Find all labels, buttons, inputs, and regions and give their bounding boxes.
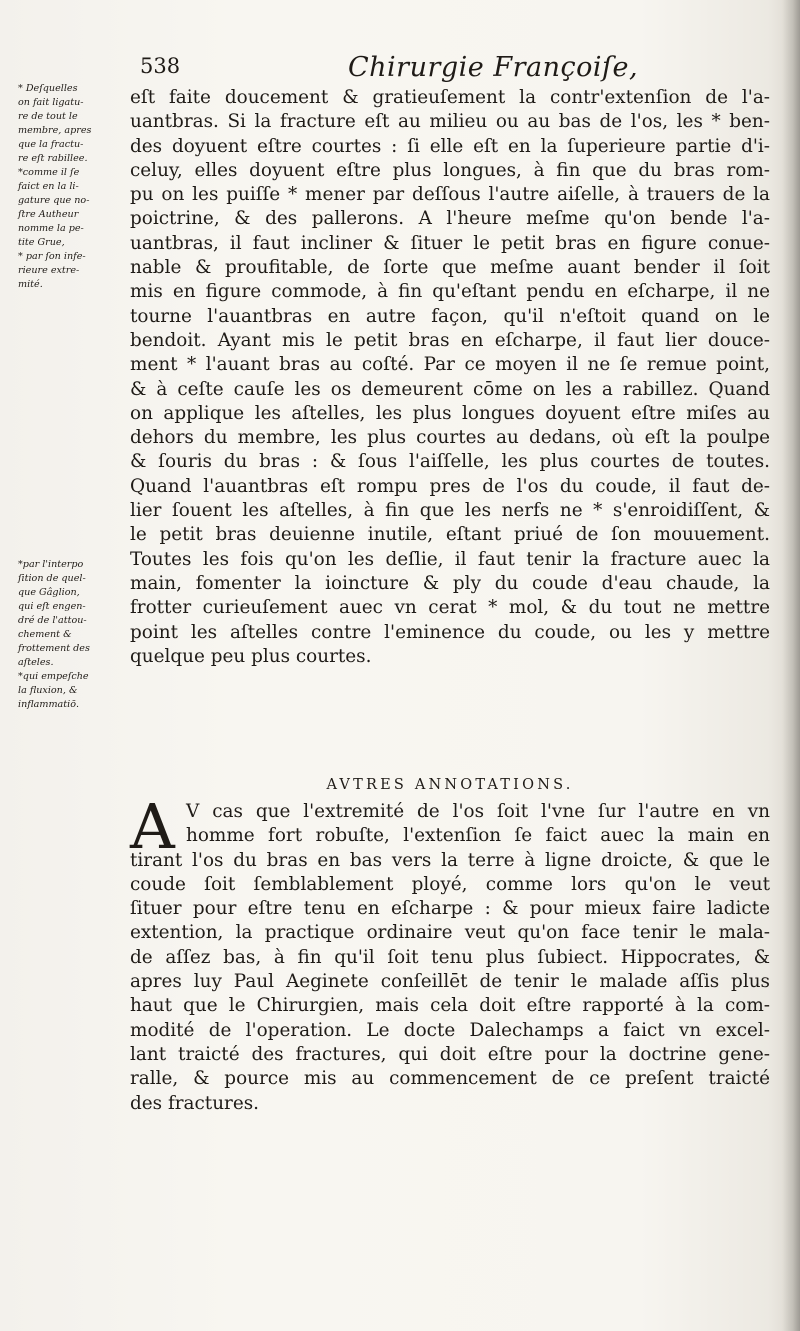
text-line: eſt faite doucement & gratieuſement la contr'extenſion de l'a- (130, 87, 770, 108)
text-line: des fractures. (130, 1092, 259, 1114)
text-line: point les aſtelles contre l'eminence du coude, ou les y mettre (130, 621, 770, 643)
text-line: uantbras, il faut incliner & ſituer le petit bras en figure conue- (130, 232, 770, 254)
margin-note: *par l'interpo ſition de quel- que Gâglion, qui eſt engen- dré de l'attou- chement & frottement des aſteles. *qui empeſche la fluxion, & inflammatiō. (18, 559, 90, 710)
text-line: tourne l'auantbras en autre façon, qu'il n'eſtoit quand on le (130, 305, 770, 327)
text-line: bendoit. Ayant mis le petit bras en eſcharpe, il faut lier douce- (130, 329, 770, 351)
page-number: 538 (140, 54, 181, 78)
drop-cap: A (130, 790, 175, 863)
text-line: de aſſez bas, à fin qu'il ſoit tenu plus ſubiect. Hippocrates, & (130, 946, 770, 968)
text-line: uantbras. Si la fracture eſt au milieu ou au bas de l'os, les * ben- (130, 111, 770, 133)
text-line: ralle, & pource mis au commencement de ce preſent traicté (130, 1068, 770, 1090)
text-line: celuy, elles doyuent eſtre plus longues, à fin que du bras rom- (130, 159, 770, 181)
text-line: quelque peu plus courtes. (130, 645, 372, 667)
text-line: modité de l'operation. Le docte Dalechamps a faict vn excel- (130, 1019, 770, 1041)
text-line: frotter curieuſement auec vn cerat * mol, & du tout ne mettre (130, 597, 770, 619)
margin-note: * Deſquelles on fait ligatu- re de tout le membre, apres que la fractu- re eſt rabillee. *comme il ſe faict en la li- gature que no- ſtre Autheur nomme la pe- tite Grue, * par ſon infe- rieure extre- mité. (18, 83, 92, 290)
text-line: Quand l'auantbras eſt rompu pres de l'os du coude, il faut de- (130, 475, 770, 497)
text-line: nable & proufitable, de ſorte que meſme auant bender il ſoit (130, 257, 770, 279)
text-line: haut que le Chirurgien, mais cela doit eſtre rapporté à la com- (130, 995, 770, 1017)
annotations-paragraph (130, 790, 770, 1116)
text-line: extention, la practique ordinaire veut qu'on face tenir le mala- (130, 922, 770, 944)
page-header (140, 52, 760, 86)
text-line: apres luy Paul Aeginete conſeillēt de tenir le malade aſſis plus (130, 971, 770, 993)
text-line: coude ſoit ſemblablement ployé, comme lors qu'on le veut (130, 873, 770, 895)
text-line: Toutes les fois qu'on les deſlie, il faut tenir la fracture auec la (130, 548, 770, 570)
text-line: mis en figure commode, à fin qu'eſtant pendu en eſcharpe, il ne (130, 281, 770, 303)
margin-notes (18, 82, 130, 712)
text-line: pu on les puiſſe * mener par deſſous l'autre aiſelle, à trauers de la (130, 184, 770, 206)
text-line: tirant l'os du bras en bas vers la terre à ligne droicte, & que le (130, 849, 770, 871)
running-title: Chirurgie Françoiſe, (348, 52, 639, 83)
text-line: ment * l'auant bras au coſté. Par ce moyen il ne ſe remue point, (130, 354, 770, 376)
text-line: lant traicté des fractures, qui doit eſtre pour la doctrine gene- (130, 1043, 770, 1065)
page-edge-shadow (782, 0, 800, 1331)
text-line: des doyuent eſtre courtes : ſi elle eſt en la ſuperieure partie d'i- (130, 135, 770, 157)
text-line: V cas que l'extremité de l'os ſoit l'vne ſur l'autre en vn (186, 801, 770, 822)
main-paragraph (130, 86, 770, 669)
text-line: le petit bras deuienne inutile, eſtant priué de ſon mouuement. (130, 524, 770, 546)
text-line: on applique les aſtelles, les plus longues doyuent eſtre miſes au (130, 402, 770, 424)
section-heading: AVTRES ANNOTATIONS. (326, 777, 574, 793)
text-line: ſituer pour eſtre tenu en eſcharpe : & pour mieux faire ladicte (130, 898, 770, 920)
text-line: & ſouris du bras : & ſous l'aiſſelle, les plus courtes de toutes. (130, 451, 770, 473)
text-line: poictrine, & des pallerons. A l'heure meſme qu'on bende l'a- (130, 208, 770, 230)
text-line: main, fomenter la ioincture & ply du coude d'eau chaude, la (130, 572, 770, 594)
text-line: homme fort robuſte, l'extenſion ſe faict auec la main en (186, 825, 770, 847)
text-line: dehors du membre, les plus courtes au dedans, où eſt la poulpe (130, 427, 770, 449)
text-line: & à ceſte cauſe les os demeurent cōme on les a rabillez. Quand (130, 378, 770, 400)
text-line: lier ſouent les aſtelles, à fin que les nerfs ne * s'enroidiſſent, & (130, 500, 770, 522)
